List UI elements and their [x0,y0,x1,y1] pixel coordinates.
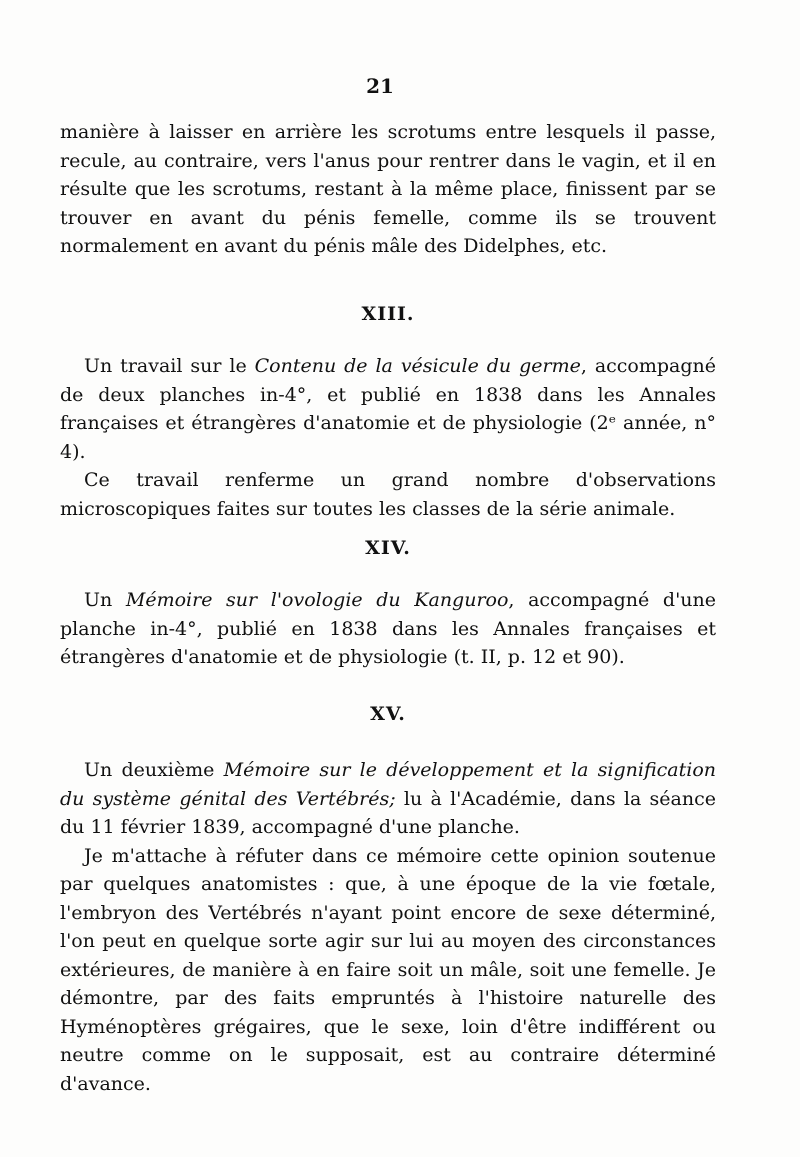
intro-paragraph: manière à laisser en arrière les scrotums entre lesquels il passe, recule, au contraire, vers l'anus pour rentrer dans le vagin, et il en résulte que les scrotums, restant à la même place, finissent par se trouver en avant du pénis femelle, comme ils se trouvent normalement en avant du pénis mâle des Didelphes, etc. [60,121,716,257]
section-xiii-work-title: Contenu de la vésicule du germe [254,355,581,377]
section-heading-xiv: XIV. [365,537,411,559]
section-xv-p1-end: lu à l'Académie, dans la séance du 11 février 1839, accompagné d'une planche. [60,787,716,838]
section-xiii-paragraph-2: Ce travail renferme un grand nombre d'observations microscopiques faites sur toutes les classes de la série animale. [60,469,716,520]
section-xiv-body [60,586,716,672]
section-xiii-paragraph-1 [60,352,716,466]
section-xiv-work-title: Mémoire sur l'ovologie du Kanguroo [125,589,509,611]
page-number: 21 [366,74,394,98]
section-xv-body [60,756,716,1098]
section-xv-paragraph-1 [60,756,716,842]
section-xiv-p1-end: , accompagné d'une planche in-4°, publié en 1838 dans les Annales françaises et étrangères d'anatomie et de physiologie (t. II, p. 12 et 90). [60,589,717,668]
section-heading-xiii: XIII. [361,303,415,325]
section-xv-p1-start: Un deuxième [84,759,224,781]
section-heading-xv: XV. [370,703,406,725]
section-xv-paragraph-2: Je m'attache à réfuter dans ce mémoire cette opinion soutenue par quelques anatomistes : que, à une époque de la vie fœtale, l'embryon des Vertébrés n'ayant point encore de sexe déterminé, l'on peut en quelque sorte agir sur lui au moyen des circonstances extérieures, de manière à en faire soit un mâle, soit une femelle. Je démontre, par des faits empruntés à l'histoire naturelle des Hyménoptères grégaires, que le sexe, loin d'être indifférent ou neutre comme on le supposait, est au contraire déterminé d'avance. [60,844,716,1095]
section-xiii-body [60,352,716,523]
intro-paragraph-block [60,118,716,261]
section-xv-work-title: Mémoire sur le développement et la signification du système génital des Vertébrés; [60,759,716,810]
section-xiv-p1-start: Un [84,589,126,611]
section-xiii-p1-end: , accompagné de deux planches in-4°, et publié en 1838 dans les Annales françaises et étrangères d'anatomie et de physiologie (2ᵉ année, n° 4). [60,355,717,463]
section-xiii-p1-start: Un travail sur le [84,355,255,377]
section-xiv-paragraph-1 [60,586,716,672]
